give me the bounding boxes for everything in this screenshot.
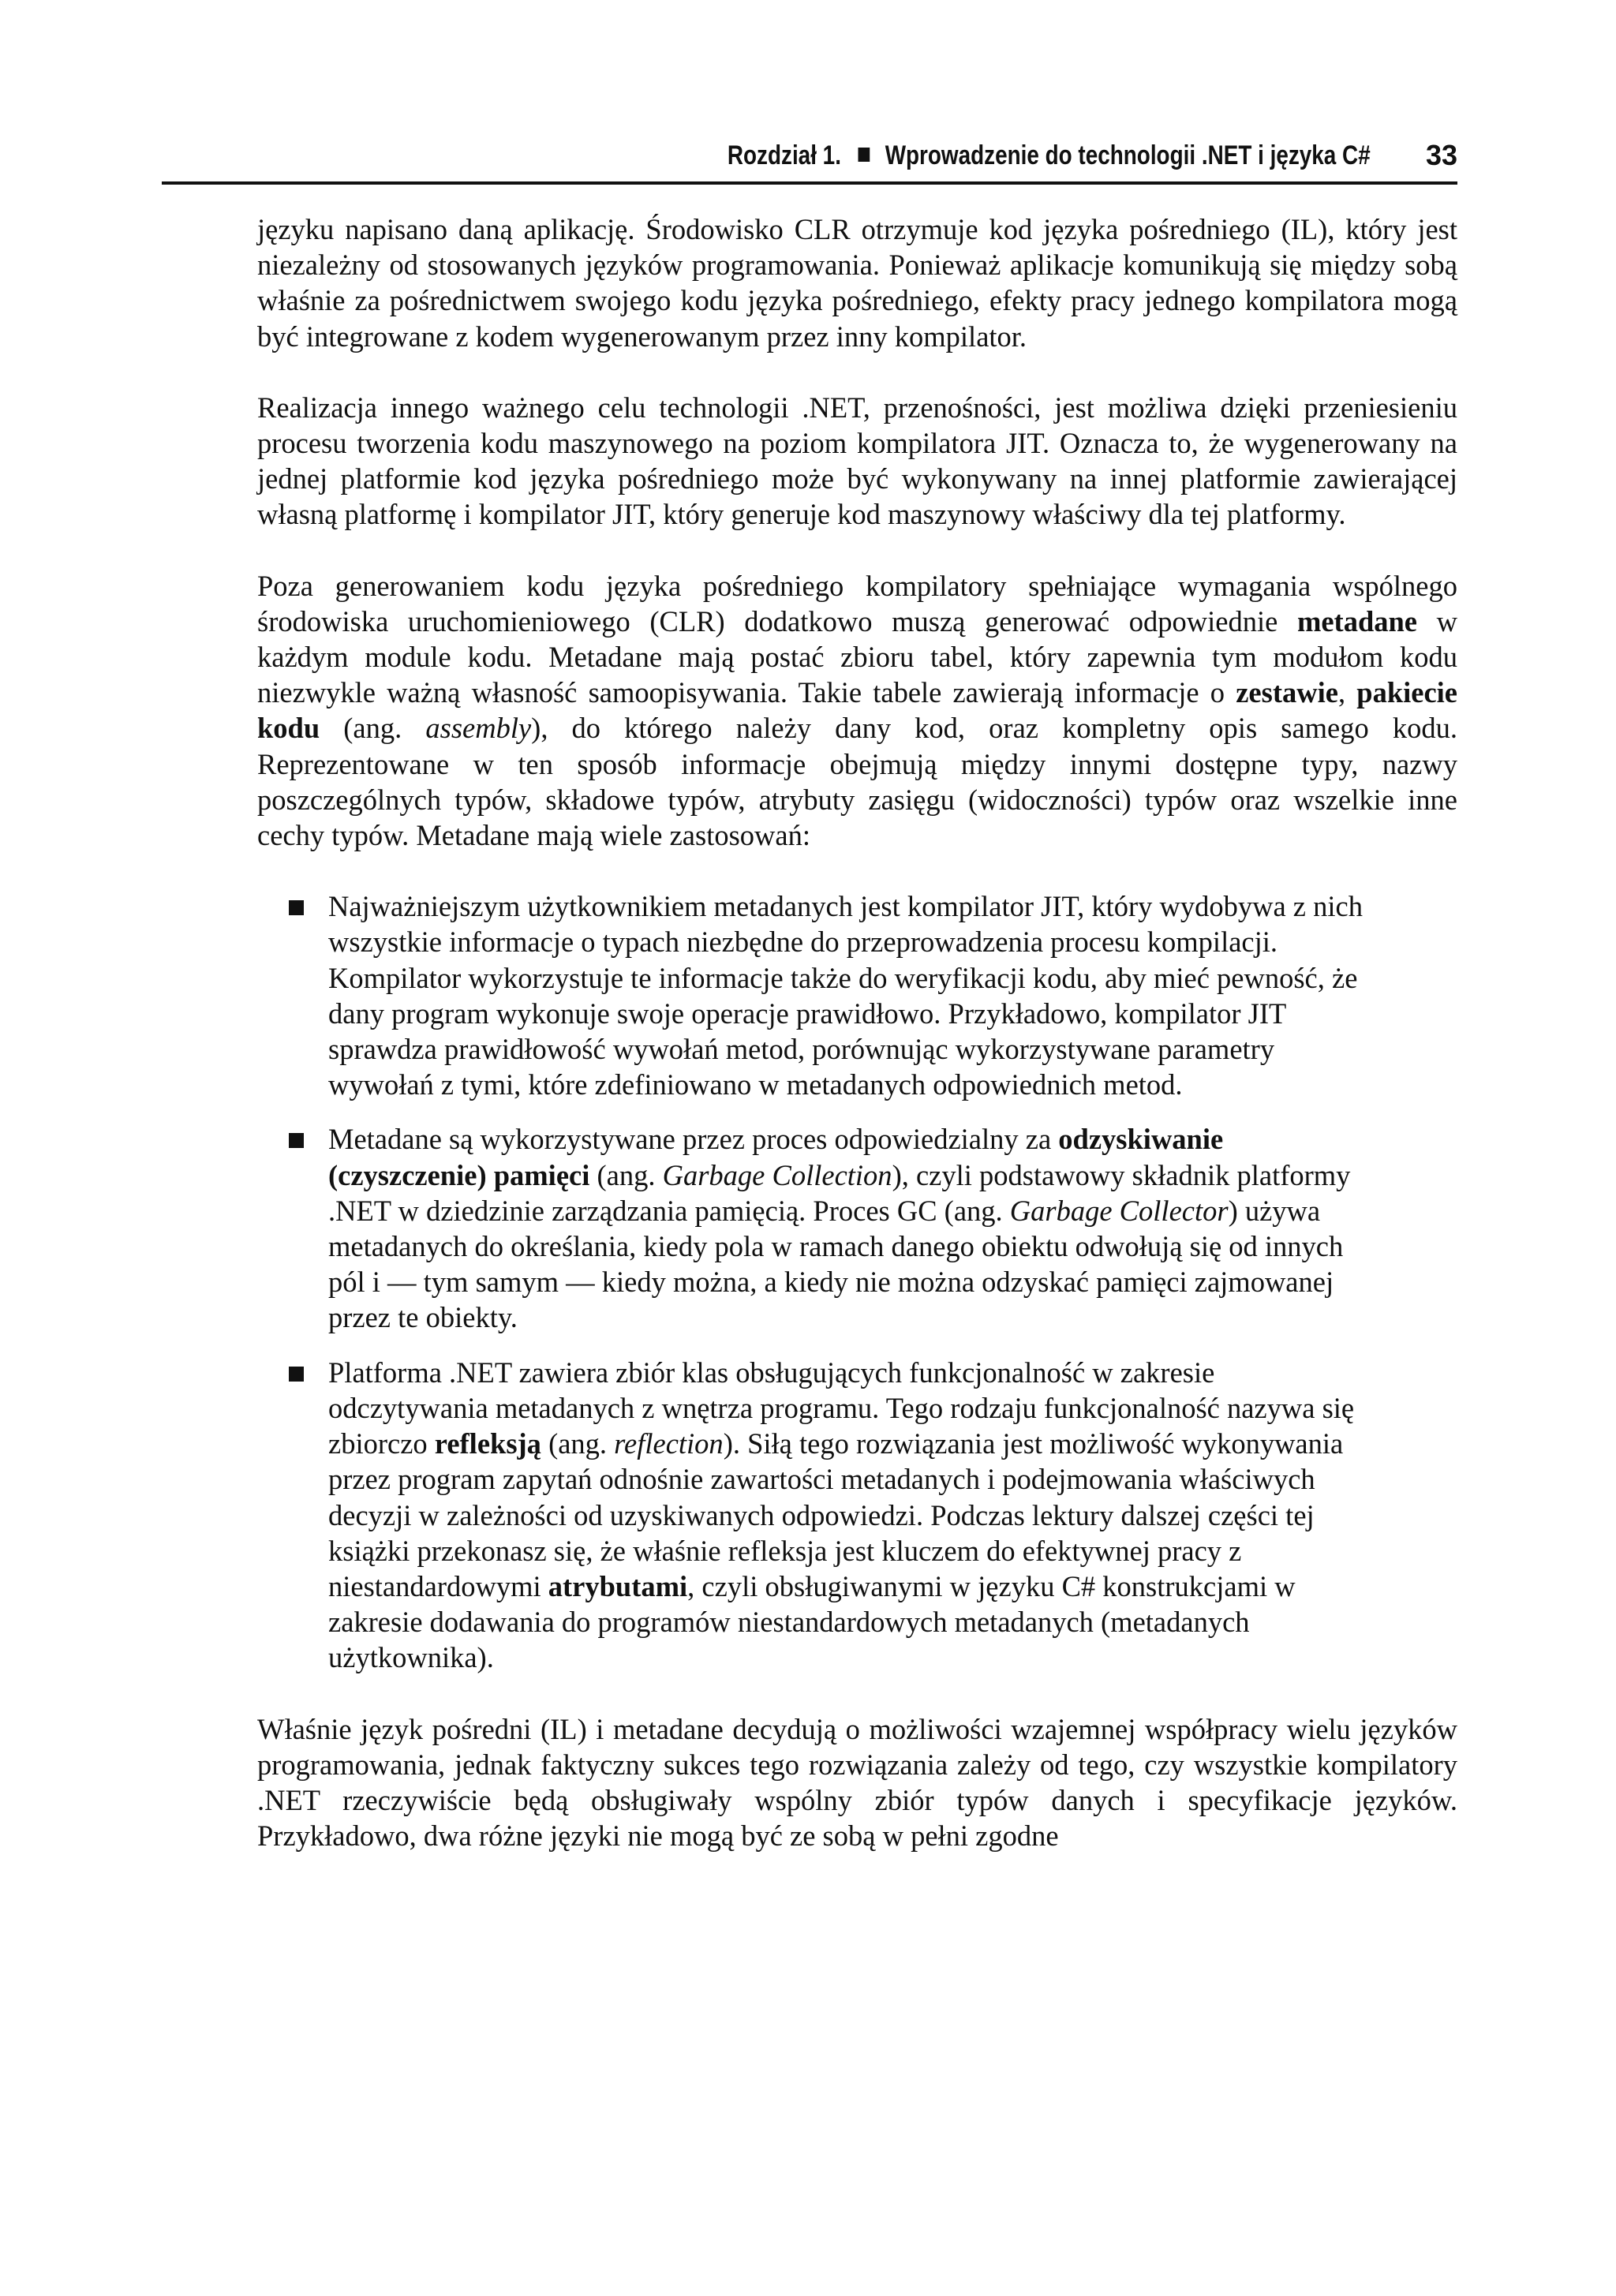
bold-term-metadane: metadane	[1296, 604, 1417, 638]
list-item-reflection	[257, 1355, 1457, 1676]
text-run: ). Siłą tego rozwiązania jest możliwość wykonywania przez program zapytań odnośnie zawartości metadanych i podejmowania właściwych decyzji w zależności od uzyskiwanych odpowiedzi. Podczas lektury dalszej części tej książki przekonasz się, że właśnie refleksja jest kluczem do efektywnej pracy z niestandardowymi	[328, 1427, 1344, 1602]
bold-term-atrybutami: atrybutami	[548, 1569, 688, 1602]
italic-term-assembly: assembly	[425, 712, 532, 745]
page-number: 33	[1425, 139, 1457, 171]
text-run: ) używa metadanych do określania, kiedy pola w ramach danego obiektu odwołują się od innych pól i — tym samym — kiedy można, a kiedy nie można odzyskać pamięci zajmowanej przez te obiekty.	[328, 1194, 1344, 1334]
bold-term-refleksja: refleksją	[434, 1427, 541, 1460]
text-run: w każdym module kodu. Metadane mają postać zbioru tabel, który zapewnia tym modułom kodu niezwykle ważną własność samoopisywania. Takie tabele zawierają informacje o	[257, 604, 1458, 709]
text-run: (ang.	[320, 712, 426, 745]
italic-term-garbage-collection: Garbage Collection	[662, 1158, 892, 1191]
paragraph-4: Właśnie język pośredni (IL) i metadane decydują o możliwości wzajemnej współpracy wielu języków programowania, jednak faktyczny sukces tego rozwiązania zależy od tego, czy wszystkie kompilatory .NET rzeczywiście będą obsługiwały wspólny zbiór typów danych i specyfikacje języków. Przykładowo, dwa różne języki nie mogą być ze sobą w pełni zgodne	[257, 1712, 1457, 1853]
italic-term-reflection: reflection	[614, 1427, 724, 1460]
text-run: ), do którego należy dany kod, oraz kompletny opis samego kodu. Reprezentowane w ten sposób informacje obejmują między innymi dostępne typy, nazwy poszczególnych typów, składowe typów, atrybuty zasięgu (widoczności) typów oraz wszelkie inne cechy typów. Metadane mają wiele zastosowań:	[257, 712, 1457, 852]
header-title-group	[728, 140, 1371, 171]
list-item-garbage-collection	[257, 1121, 1457, 1335]
page-body	[257, 211, 1457, 1853]
paragraph-1: języku napisano daną aplikację. Środowisko CLR otrzymuje kod języka pośredniego (IL), który jest niezależny od stosowanych języków programowania. Ponieważ aplikacje komunikują się między sobą właśnie za pośrednictwem swojego kodu języka pośredniego, efekty pracy jednego kompilatora mogą być integrowane z kodem wygenerowanym przez inny kompilator.	[257, 213, 1457, 353]
bold-term-odzyskiwanie-pamieci: odzyskiwanie (czyszczenie) pamięci	[328, 1123, 1224, 1191]
text-run: Platforma .NET zawiera zbiór klas obsługujących funkcjonalność w zakresie odczytywania metadanych z wnętrza programu. Tego rodzaju funkcjonalność nazywa się zbiorczo	[328, 1356, 1355, 1460]
paragraph-2: Realizacja innego ważnego celu technologii .NET, przenośności, jest możliwa dzięki przeniesieniu procesu tworzenia kodu maszynowego na poziom kompilatora JIT. Oznacza to, że wygenerowany na jednej platformie kod języka pośredniego może być wykonywany na innej platformie zawierającej własną platformę i kompilator JIT, który generuje kod maszynowy właściwy dla tej platformy.	[257, 391, 1457, 531]
text-run: Poza generowaniem kodu języka pośredniego kompilatory spełniające wymagania wspólnego środowiska uruchomieniowego (CLR) dodatkowo muszą generować odpowiednie	[257, 569, 1457, 638]
text-run: ), czyli podstawowy składnik platformy .NET w dziedzinie zarządzania pamięcią. Proces GC (ang.	[328, 1158, 1351, 1227]
text-run: , czyli obsługiwanymi w języku C# konstrukcjami w zakresie dodawania do programów niestandardowych metadanych (metadanych użytkownika).	[328, 1569, 1296, 1674]
square-bullet-icon	[289, 1133, 304, 1148]
list-item-text: Najważniejszym użytkownikiem metadanych jest kompilator JIT, który wydobywa z nich wszystkie informacje o typach niezbędne do przeprowadzenia procesu kompilacji. Kompilator wykorzystuje te informacje także do weryfikacji kodu, aby mieć pewność, że dany program wykonuje swoje operacje prawidłowo. Przykładowo, kompilator JIT sprawdza prawidłowość wywołań metod, porównując wykorzystywane parametry wywołań z tymi, które zdefiniowano w metadanych odpowiednich metod.	[328, 890, 1363, 1101]
square-bullet-icon	[289, 900, 304, 915]
header-chapter-title: Wprowadzenie do technologii .NET i języka C#	[885, 140, 1371, 170]
header-text-row	[728, 140, 1371, 171]
text-run: (ang.	[541, 1427, 615, 1460]
square-bullet-icon	[289, 1367, 304, 1382]
paragraph-3	[257, 568, 1457, 854]
text-run: ,	[1337, 676, 1357, 709]
bold-term-zestawie: zestawie	[1236, 676, 1338, 709]
bold-term-pakiecie-kodu: pakiecie kodu	[257, 676, 1457, 745]
metadata-uses-list	[257, 888, 1457, 1675]
italic-term-garbage-collector: Garbage Collector	[1009, 1194, 1229, 1227]
header-chapter-label: Rozdział 1.	[728, 140, 842, 170]
running-header	[162, 129, 1457, 185]
list-item-jit	[257, 888, 1457, 1102]
square-bullet-icon	[858, 148, 870, 162]
text-run: Metadane są wykorzystywane przez proces odpowiedzialny za	[328, 1123, 1059, 1156]
text-run: (ang.	[589, 1158, 663, 1191]
